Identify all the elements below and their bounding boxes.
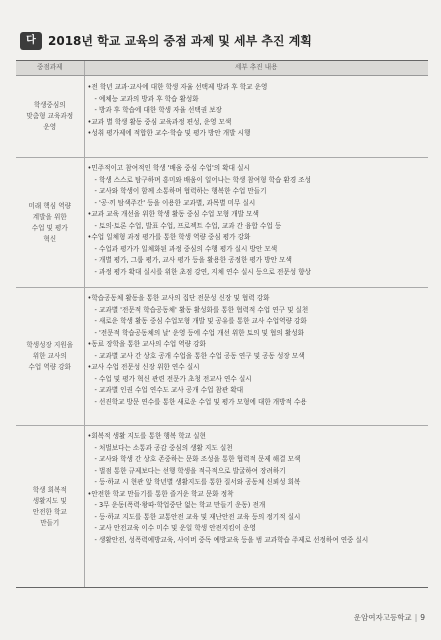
plan-subitem: - 교사와 학생 간 상호 존중하는 문화 조성을 통한 협력적 문제 해결 모색 bbox=[94, 455, 301, 463]
category-label: 혁신 bbox=[43, 234, 57, 243]
plan-item: •교과 별 학생 활동 중심 교육과정 편성, 운영 모색 bbox=[87, 117, 232, 126]
table-header-row bbox=[16, 61, 428, 76]
plan-item: •안전한 학교 만들기를 통한 즐거운 학교 문화 정착 bbox=[87, 489, 234, 498]
plan-subitem: - 교과별 '전문적 학습공동체' 활동 활성화를 통한 협력적 수업 연구 및 실천 bbox=[94, 305, 309, 314]
category-label: 학생 회복적 bbox=[32, 485, 67, 494]
plan-item: •동료 장학을 통한 교사의 수업 역량 강화 bbox=[87, 340, 206, 348]
category-label: 만들기 bbox=[40, 518, 60, 527]
category-label: 학생중심의 bbox=[33, 101, 66, 109]
section-header bbox=[16, 32, 426, 52]
category-label: 수업 역량 강화 bbox=[28, 363, 71, 371]
details-cell bbox=[84, 288, 428, 426]
plan-subitem: - 선진학교 방문 연수를 통한 새로운 수업 및 평가 모형에 대한 개방적 수용 bbox=[94, 397, 307, 406]
plan-item: •교사 수업 전문성 신장 위한 연수 실시 bbox=[87, 363, 200, 371]
column-header-details: 세부 추진 내용 bbox=[84, 61, 428, 76]
plan-subitem: - 학생 스스로 탐구하며 흥미와 배움이 일어나는 학생 참여형 학습 환경 조성 bbox=[94, 175, 312, 184]
plan-table bbox=[16, 60, 428, 588]
plan-subitem: - 3무 운동(폭력·왕따·학업중단 없는 학교 만들기 운동) 전개 bbox=[94, 501, 266, 509]
category-label: 생활지도 및 bbox=[32, 496, 67, 505]
category-label: 운영 bbox=[43, 123, 57, 131]
page-footer: 운암여자고등학교 | 9 bbox=[353, 613, 425, 622]
category-cell bbox=[16, 158, 84, 288]
details-cell bbox=[84, 158, 428, 288]
plan-item: •성취 평가제에 적합한 교수·학습 및 평가 방안 개발 시행 bbox=[87, 129, 251, 137]
plan-item: •전 학년 교과·교사에 대한 학생 자율 선택제 방과 후 학교 운영 bbox=[87, 83, 268, 91]
plan-subitem: - 교사 안전교육 이수 미수 및 운일 학생 안전지킴이 운영 bbox=[94, 524, 256, 532]
plan-subitem: - 과정 평가 확대 실시를 위한 초점 강연, 지체 연수 실시 등으로 전문성 향상 bbox=[94, 267, 311, 276]
plan-subitem: - 벌점 통한 규제보다는 선행 학생을 적극적으로 발굴하여 장려하기 bbox=[94, 466, 286, 475]
plan-subitem: - '공·끼 탐색주간' 등을 이용한 교과별, 과목별 미무 실시 bbox=[94, 198, 256, 207]
plan-subitem: - 토의·토론 수업, 발표 수업, 프로젝트 수업, 교과 간 융합 수업 등 bbox=[94, 221, 282, 230]
category-cell bbox=[16, 288, 84, 426]
plan-subitem: - 생활안전, 성폭력예방교육, 사이버 중독 예방교육 등을 범 교과학습 주제로 선정하여 연중 실시 bbox=[94, 535, 369, 544]
table-row bbox=[16, 426, 428, 588]
plan-subitem: - 교과별 교사 간 상호 공개 수업을 통한 수업 공동 연구 및 공동 성장 모색 bbox=[94, 351, 305, 360]
plan-subitem: - 방과 후 학습에 대한 학생 자율 선택권 보장 bbox=[94, 106, 222, 114]
category-label: 계발을 위한 bbox=[32, 212, 67, 221]
column-header-category: 중점과제 bbox=[16, 61, 84, 76]
category-label: 맞춤형 교육과정 bbox=[26, 112, 74, 120]
plan-item: •회복적 생활 지도를 통한 행복 학교 실현 bbox=[87, 432, 206, 440]
table-body bbox=[16, 76, 428, 588]
category-label: 학생성장 지원을 bbox=[26, 341, 74, 349]
footer-school-name: 운암여자고등학교 bbox=[353, 613, 412, 622]
plan-item: •수업 일체형 과정 평가를 통한 학생 역량 중심 평가 강화 bbox=[87, 233, 251, 241]
category-label: 미래 핵심 역량 bbox=[28, 201, 71, 210]
plan-item: •교과 교육 개선을 위한 학생 활동 중심 수업 모형 개발 모색 bbox=[87, 210, 259, 218]
plan-subitem: - 예체능 교과의 방과 후 학습 활성화 bbox=[94, 94, 199, 103]
table-row bbox=[16, 158, 428, 288]
plan-item: •민주적이고 참여적인 학생 '배움 중심 수업'의 확대 실시 bbox=[87, 164, 250, 172]
page-number: 9 bbox=[420, 613, 425, 622]
plan-subitem: - 등·하교 시 현관 앞 학년별 생활지도를 통한 질서와 공동체 신뢰성 회복 bbox=[94, 478, 301, 486]
category-label: 위한 교사의 bbox=[32, 352, 67, 360]
plan-subitem: - 처벌보다는 소통과 공감 중심의 생활 지도 실천 bbox=[94, 443, 233, 452]
details-cell bbox=[84, 426, 428, 588]
plan-subitem: - 새로운 학생 활동 중심 수업모형 개발 및 공유를 통한 교사 수업역량 강화 bbox=[94, 317, 307, 325]
plan-subitem: - 등·하교 지도를 통한 교통안전 교육 및 재난안전 교육 등의 정기적 실시 bbox=[94, 512, 301, 521]
category-label: 수업 및 평가 bbox=[31, 223, 68, 232]
table-row bbox=[16, 76, 428, 158]
plan-subitem: - 수업과 평가가 일체화된 과정 중심의 수행 평가 실시 방안 모색 bbox=[94, 244, 278, 253]
plan-subitem: - 교사와 학생이 함께 소통하며 협력하는 행복한 수업 만들기 bbox=[94, 187, 267, 195]
plan-subitem: - 교과별 인권 수업 연수도 교사 공개 수업 참관 확대 bbox=[94, 386, 244, 394]
category-cell bbox=[16, 76, 84, 158]
plan-subitem: - 개별 평가, 그룹 평가, 교사 평가 등을 활용한 공정한 평가 방안 모색 bbox=[94, 256, 292, 264]
category-cell bbox=[16, 426, 84, 588]
plan-subitem: - 수업 및 평가 혁신 관련 전문가 초청 전교사 연수 실시 bbox=[94, 374, 252, 383]
plan-subitem: - '전문적 학습공동체의 날' 운영 등에 수업 개선 위한 토의 및 협의 활성화 bbox=[94, 328, 305, 337]
category-label: 안전한 학교 bbox=[32, 507, 67, 516]
section-badge: 다 bbox=[20, 32, 42, 50]
table-row bbox=[16, 288, 428, 426]
details-cell bbox=[84, 76, 428, 158]
plan-item: •학습공동체 활동을 통한 교사의 집단 전문성 신장 및 협력 강화 bbox=[87, 294, 270, 302]
page-title: 2018년 학교 교육의 중점 과제 및 세부 추진 계획 bbox=[48, 34, 312, 48]
